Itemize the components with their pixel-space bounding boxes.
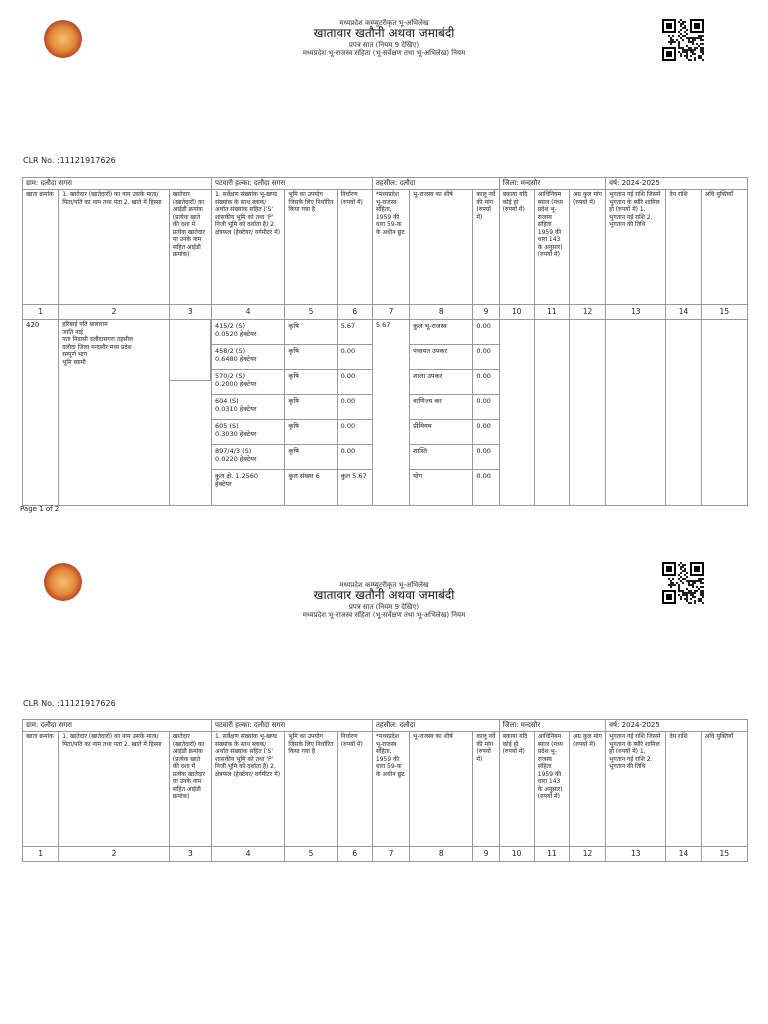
column-header: कालू नर्वे की मांग (रुपयों में) bbox=[473, 190, 499, 305]
column-header: आधिनियम ब्याज (मध्य प्रदेश भू-राजस्व संहिता 1959 की धारा 143 के अनुसार) (रुपयों में) bbox=[534, 732, 569, 847]
table-header-row bbox=[23, 190, 748, 305]
column-number: 14 bbox=[666, 305, 701, 320]
record-row bbox=[23, 320, 748, 506]
patwari-cell: पटवारी हल्का: दलौदा सगरा bbox=[212, 178, 373, 190]
owner-id-cell bbox=[169, 320, 211, 506]
column-header: 1. खातेदार (खातेदारों) का नाम उसके माता/पिता/पति का नाम तथा पता 2. खाते में हिस्सा bbox=[59, 190, 170, 305]
column-header: अग्र कुल मांग (रुपयों में) bbox=[569, 732, 605, 847]
total-area: कुल क्षे. 1.2560 bbox=[215, 472, 259, 480]
survey-area: 0.0310 हेक्टेयर bbox=[215, 405, 257, 414]
revenue-head: योग bbox=[413, 472, 423, 480]
column-header: *मध्यप्रदेश भू-राजस्व संहिता, 1959 की धारा 59-क के अधीन छूट bbox=[372, 732, 409, 847]
land-use: कृषि bbox=[285, 320, 336, 345]
column-number: 2 bbox=[59, 847, 170, 862]
header-line-3: प्रपत्र सात (नियम 9 देखिए) bbox=[348, 602, 420, 611]
page-footer: Page 1 of 2 bbox=[20, 505, 60, 513]
page-2 bbox=[0, 540, 768, 1020]
document-header bbox=[200, 19, 568, 57]
column-number: 3 bbox=[169, 847, 211, 862]
column-number: 15 bbox=[701, 847, 747, 862]
column-number: 1 bbox=[23, 305, 59, 320]
column-number: 10 bbox=[499, 847, 534, 862]
table-header-row bbox=[23, 732, 748, 847]
owner-line: पता निवासी दलौदासगरा तहसील bbox=[62, 336, 133, 343]
revenue-head: शास्ति bbox=[410, 445, 472, 470]
interest-cell bbox=[534, 320, 569, 506]
owner-line: हरिबाई पति बालाराम bbox=[62, 321, 108, 328]
column-header: निर्धारण (रुपयों में) bbox=[337, 732, 372, 847]
qr-code-icon bbox=[662, 562, 704, 604]
assessment-column bbox=[337, 320, 372, 506]
total-assessment: कुल 5.67 bbox=[340, 472, 367, 480]
survey-number: 570/2 (S) bbox=[215, 372, 245, 380]
column-header: निर्धारण (रुपयों में) bbox=[337, 190, 372, 305]
column-header: 1. सर्वेक्षण संख्यांक भू-खण्ड संख्यांक के साथ ब्लाक/ अर्थात संख्यांक सहित ('S' शासकीय भूमि को तथा 'P' निजी भूमि को दर्शाता है) 2. क्षेत्रफल (हेक्टेयर/ वर्गमीटर में) bbox=[212, 732, 285, 847]
survey-number: 458/2 (S) bbox=[215, 347, 245, 355]
owner-line: भूमि स्वामी bbox=[62, 358, 86, 366]
owner-line: जाति नाई bbox=[62, 328, 83, 336]
column-header: 1. खातेदार (खातेदारों) का नाम उसके माता/पिता/पति का नाम तथा पता 2. खाते में हिस्सा bbox=[59, 732, 170, 847]
district-cell: जिला: मन्दसौर bbox=[499, 720, 606, 732]
khata-number: 420 bbox=[23, 320, 59, 506]
survey-area: 0.2000 हेक्टेयर bbox=[215, 380, 257, 389]
column-number: 3 bbox=[169, 305, 211, 320]
owner-line: दलौदा जिला मन्दसौर मध्य प्रदेश bbox=[62, 343, 132, 351]
khatauni-table bbox=[22, 177, 748, 506]
demand-amount: 0.00 bbox=[473, 445, 498, 470]
column-number: 14 bbox=[666, 847, 701, 862]
column-header: देय राशि bbox=[666, 732, 701, 847]
revenue-head: प्रीमियम bbox=[410, 420, 472, 445]
survey-entry bbox=[212, 445, 284, 470]
owner-details bbox=[59, 320, 170, 506]
demand-amount: 0.00 bbox=[473, 395, 498, 420]
survey-area: 0.6480 हेक्टेयर bbox=[215, 355, 257, 364]
owner-line: सम्पूर्ण भाग bbox=[62, 351, 87, 358]
column-number: 7 bbox=[372, 847, 409, 862]
demand-amount: 0.00 bbox=[473, 345, 498, 370]
demand-amount: 0.00 bbox=[473, 420, 498, 445]
land-use: कृषि bbox=[285, 445, 336, 470]
total-demand-cell bbox=[569, 320, 605, 506]
year-cell: वर्ष: 2024-2025 bbox=[606, 178, 748, 190]
remarks-cell bbox=[701, 320, 747, 506]
column-number-row bbox=[23, 847, 748, 862]
header-line-4: मध्यप्रदेश भू-राजस्व संहिता (भू-सर्वेक्षण तथा भू-अभिलेख) नियम bbox=[302, 610, 466, 619]
column-header: देय राशि bbox=[666, 190, 701, 305]
survey-area: 0.0520 हेक्टेयर bbox=[215, 330, 257, 339]
column-number: 12 bbox=[569, 847, 605, 862]
column-number: 8 bbox=[410, 305, 473, 320]
column-header: भुगतान गई राशि जिसमें भुगतान के ब्यौरे शामिल हो (रुपयों में) 1. भुगतान गई राशि 2. भुगतान की तिथि bbox=[606, 190, 666, 305]
survey-column bbox=[212, 320, 285, 506]
assessment: 0.00 bbox=[338, 445, 372, 470]
land-use-column bbox=[285, 320, 337, 506]
column-number: 4 bbox=[212, 847, 285, 862]
column-header: कालू नर्वे की मांग (रुपयों में) bbox=[473, 732, 499, 847]
land-use: कृषि bbox=[285, 420, 336, 445]
column-number: 7 bbox=[372, 305, 409, 320]
header-line-4: मध्यप्रदेश भू-राजस्व संहिता (भू-सर्वेक्षण तथा भू-अभिलेख) नियम bbox=[302, 48, 466, 57]
column-number: 11 bbox=[534, 847, 569, 862]
column-number-row bbox=[23, 305, 748, 320]
header-line-1: मध्यप्रदेश कम्प्यूटरीकृत भू-अभिलेख bbox=[339, 581, 429, 589]
column-number: 1 bbox=[23, 847, 59, 862]
column-number: 6 bbox=[337, 847, 372, 862]
table-title-row bbox=[23, 720, 748, 732]
column-header: भुगतान गई राशि जिसमें भुगतान के ब्यौरे शामिल हो (रुपयों में) 1. भुगतान गई राशि 2. भुगतान की तिथि bbox=[606, 732, 666, 847]
column-header: भूमि का उपयोग जिसके लिए निर्धारित किया गया है bbox=[285, 190, 337, 305]
survey-total bbox=[212, 470, 284, 495]
tehsil-cell: तहसील: दलौदा bbox=[372, 178, 499, 190]
column-header: बकाया यदि कोई हो (रुपयों में) bbox=[499, 190, 534, 305]
column-number: 9 bbox=[473, 847, 499, 862]
column-header: बकाया यदि कोई हो (रुपयों में) bbox=[499, 732, 534, 847]
column-header: खातेदार (खातेदारों) का आईडी क्रमांक (प्रत्येक खाते की दशा में प्रत्येक खातेदार या उनके नाम सहित आईडी क्रमांक) bbox=[169, 732, 211, 847]
khatauni-table bbox=[22, 719, 748, 862]
village-cell: ग्राम: दलौदा सगरा bbox=[23, 720, 212, 732]
column-number: 10 bbox=[499, 305, 534, 320]
clr-number: CLR No. :11121917626 bbox=[23, 156, 116, 165]
column-number: 6 bbox=[337, 305, 372, 320]
demand-column bbox=[473, 320, 499, 506]
arrears-cell bbox=[499, 320, 534, 506]
revenue-head-column bbox=[410, 320, 473, 506]
survey-entry bbox=[212, 320, 284, 345]
land-use: कृषि bbox=[285, 345, 336, 370]
year-cell: वर्ष: 2024-2025 bbox=[606, 720, 748, 732]
tehsil-cell: तहसील: दलौदा bbox=[372, 720, 499, 732]
column-number: 11 bbox=[534, 305, 569, 320]
column-number: 4 bbox=[212, 305, 285, 320]
column-number: 5 bbox=[285, 305, 337, 320]
header-line-3: प्रपत्र सात (नियम 9 देखिए) bbox=[348, 40, 420, 49]
column-number: 8 bbox=[410, 847, 473, 862]
column-number: 2 bbox=[59, 305, 170, 320]
document-title: खातावार खतौनी अथवा जमाबंदी bbox=[313, 588, 455, 603]
column-header: अधि युक्तियाँ bbox=[701, 732, 747, 847]
column-number: 13 bbox=[606, 305, 666, 320]
survey-number: 897/4/3 (S) bbox=[215, 447, 252, 455]
district-cell: जिला: मन्दसौर bbox=[499, 178, 606, 190]
survey-area: 0.0220 हेक्टेयर bbox=[215, 455, 257, 464]
assessment: 0.00 bbox=[338, 420, 372, 445]
column-header: अधि युक्तियाँ bbox=[701, 190, 747, 305]
column-number: 12 bbox=[569, 305, 605, 320]
column-number: 15 bbox=[701, 305, 747, 320]
column-header: भू-राजस्व का शीर्ष bbox=[410, 190, 473, 305]
survey-number: 605 (S) bbox=[215, 422, 239, 430]
column-header: खाता क्रमांक bbox=[23, 732, 59, 847]
paid-amount-cell bbox=[606, 320, 666, 506]
revenue-head: पंचायत उपकर bbox=[410, 345, 472, 370]
column-header: अग्र कुल मांग (रुपयों में) bbox=[569, 190, 605, 305]
demand-amount: 0.00 bbox=[473, 370, 498, 395]
assessment: 5.67 bbox=[338, 320, 372, 345]
payable-cell bbox=[666, 320, 701, 506]
total-count: कुल संख्या 6 bbox=[288, 472, 320, 480]
document-title: खातावार खतौनी अथवा जमाबंदी bbox=[313, 26, 455, 41]
assessment: 0.00 bbox=[338, 370, 372, 395]
column-header: खाता क्रमांक bbox=[23, 190, 59, 305]
land-use: कृषि bbox=[285, 370, 336, 395]
revenue-head: कुल भू-राजस्व bbox=[410, 320, 472, 345]
table-title-row bbox=[23, 178, 748, 190]
survey-entry bbox=[212, 420, 284, 445]
survey-number: 415/2 (S) bbox=[215, 322, 245, 330]
state-emblem-icon bbox=[44, 563, 82, 601]
column-number: 9 bbox=[473, 305, 499, 320]
column-number: 13 bbox=[606, 847, 666, 862]
revenue-head: वाणिज्य कर bbox=[410, 395, 472, 420]
column-number: 5 bbox=[285, 847, 337, 862]
demand-amount: 0.00 bbox=[476, 472, 491, 480]
patwari-cell: पटवारी हल्का: दलौदा सगरा bbox=[212, 720, 373, 732]
column-header: *मध्यप्रदेश भू-राजस्व संहिता, 1959 की धारा 59-क के अधीन छूट bbox=[372, 190, 409, 305]
qr-code-icon bbox=[662, 19, 704, 61]
document-header bbox=[200, 581, 568, 619]
header-line-1: मध्यप्रदेश कम्प्यूटरीकृत भू-अभिलेख bbox=[339, 19, 429, 27]
column-header: 1. सर्वेक्षण संख्यांक भू-खण्ड संख्यांक के साथ ब्लाक/ अर्थात संख्यांक सहित ('S' शासकीय भूमि को तथा 'P' निजी भूमि को दर्शाता है) 2. क्षेत्रफल (हेक्टेयर/ वर्गमीटर में) bbox=[212, 190, 285, 305]
column-header: भू-राजस्व का शीर्ष bbox=[410, 732, 473, 847]
survey-entry bbox=[212, 345, 284, 370]
demand-amount: 0.00 bbox=[473, 320, 498, 345]
column-header: आधिनियम ब्याज (मध्य प्रदेश भू-राजस्व संहिता 1959 की धारा 143 के अनुसार) (रुपयों में) bbox=[534, 190, 569, 305]
survey-area: 0.3030 हेक्टेयर bbox=[215, 430, 257, 439]
survey-number: 604 (S) bbox=[215, 397, 239, 405]
clr-number: CLR No. :11121917626 bbox=[23, 699, 116, 708]
revenue-head: शाला उपकर bbox=[410, 370, 472, 395]
assessment: 0.00 bbox=[338, 395, 372, 420]
assessment: 0.00 bbox=[338, 345, 372, 370]
survey-entry bbox=[212, 395, 284, 420]
total-area-unit: हेक्टेयर bbox=[215, 480, 232, 489]
village-cell: ग्राम: दलौदा सगरा bbox=[23, 178, 212, 190]
survey-entry bbox=[212, 370, 284, 395]
state-emblem-icon bbox=[44, 20, 82, 58]
column-header: खातेदार (खातेदारों) का आईडी क्रमांक (प्रत्येक खाते की दशा में प्रत्येक खातेदार या उनके नाम सहित आईडी क्रमांक) bbox=[169, 190, 211, 305]
column-header: भूमि का उपयोग जिसके लिए निर्धारित किया गया है bbox=[285, 732, 337, 847]
exemption-amount: 5.67 bbox=[372, 320, 409, 506]
land-use: कृषि bbox=[285, 395, 336, 420]
